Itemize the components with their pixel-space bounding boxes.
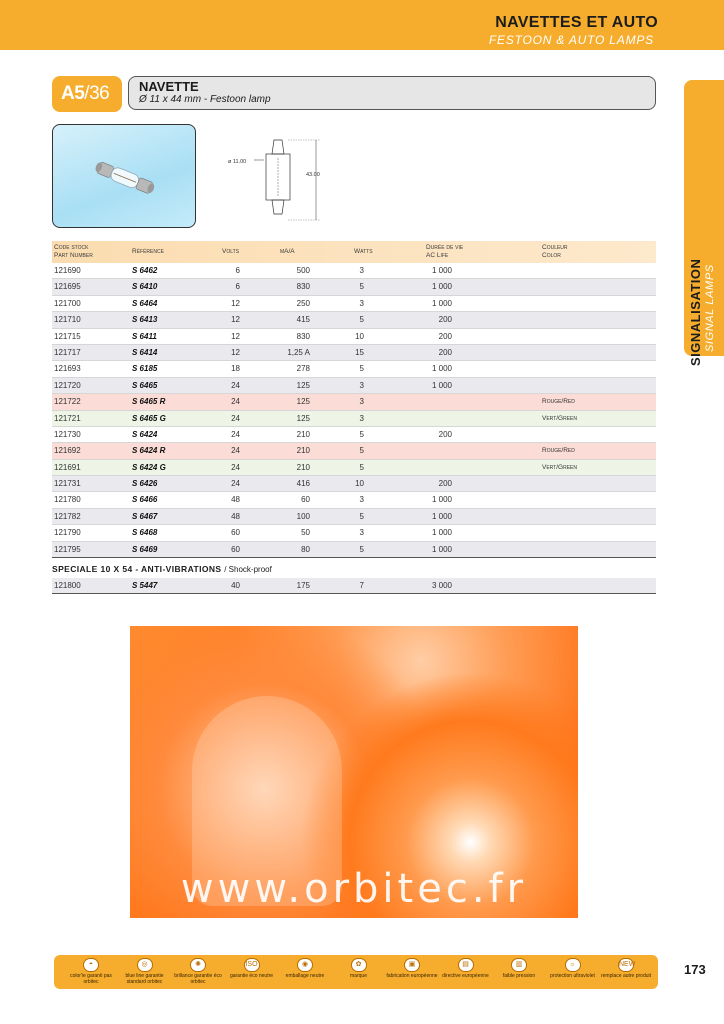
legend-label: emballage neutre [285,973,325,979]
special-subtitle: / Shock-proof [224,565,272,575]
legend-item [544,955,602,989]
legend-icon: ▣ [404,958,420,972]
cell-v: 12 [231,315,240,325]
cell-ref: S 6424 [132,429,158,439]
cell-w: 5 [359,315,364,325]
cell-v: 24 [231,413,240,423]
cell-life: 200 [438,315,452,325]
legend-item [330,955,388,989]
legend-item [276,955,334,989]
cell-code: 121717 [54,347,81,357]
cell-life: 200 [438,347,452,357]
legend-item [490,955,548,989]
legend-item [116,955,174,989]
th-watts: Watts [354,248,373,255]
cell-v: 60 [231,544,240,554]
footer-legend [54,955,658,989]
table-row [52,411,656,427]
cell-ref: S 6413 [132,315,158,325]
cell-ref: S 6414 [132,347,158,357]
cell-code: 121695 [54,282,81,292]
cell-color: Rouge/Red [542,447,575,455]
cell-ref: S 6466 [132,495,158,505]
cell-ref: S 6469 [132,544,158,554]
dim-length: 43.00 [306,172,320,178]
table-row [52,578,656,594]
cell-life: 1 000 [431,266,452,275]
cell-life: 1 000 [431,511,452,521]
th-code-en: Part Number [54,252,93,259]
cell-v: 12 [231,298,240,308]
product-desc: Ø 11 x 44 mm - Festoon lamp [139,94,271,105]
dimension-drawing [226,136,336,232]
cell-code: 121710 [54,315,81,325]
cell-v: 24 [231,479,240,489]
section-tab [684,80,724,366]
cell-code: 121692 [54,446,81,456]
th-life-fr: Durée de vie [426,244,464,251]
th-life-en: AC Life [426,252,449,259]
cell-ma: 830 [296,282,310,292]
cell-ref: S 6465 G [132,413,166,423]
cell-code: 121715 [54,331,81,341]
table-row [52,460,656,476]
legend-icon: NEW [618,958,634,972]
cell-v: 60 [231,528,240,538]
cell-code: 121800 [54,581,81,591]
product-name: NAVETTE [139,79,199,94]
table-row [52,427,656,443]
cell-w: 5 [359,511,364,521]
cell-code: 121782 [54,511,81,521]
legend-label: protection ultraviolet [550,973,595,979]
th-ma: mA/A [280,248,295,255]
cell-ref: S 5447 [132,581,158,591]
legend-label: marque [350,973,367,979]
cell-w: 5 [359,462,364,472]
cell-ma: 278 [296,364,310,374]
cell-ma: 1,25 A [287,347,310,357]
legend-label: brillance garantie éco orbitec [174,973,222,985]
cell-w: 15 [355,347,364,357]
th-volts: Volts [222,248,240,255]
cell-ref: S 6185 [132,364,158,374]
cell-w: 3 [359,298,364,308]
header-title: NAVETTES ET AUTO [495,14,658,31]
cell-ma: 175 [296,581,310,591]
cell-ref: S 6465 R [132,397,166,407]
cell-ref: S 6424 G [132,462,166,472]
cell-v: 48 [231,495,240,505]
cell-ma: 210 [296,462,310,472]
page-number: 173 [684,962,706,977]
table-row [52,361,656,377]
cell-ma: 500 [296,266,310,275]
th-life [426,244,463,260]
cell-v: 18 [231,364,240,374]
table-row [52,525,656,541]
table-row [52,394,656,410]
cell-ma: 830 [296,331,310,341]
legend-item [223,955,281,989]
legend-label: directive européenne [442,973,489,979]
special-table-body [52,578,656,594]
cell-v: 12 [231,331,240,341]
table-row [52,492,656,508]
cell-w: 5 [359,446,364,456]
cell-w: 3 [359,413,364,423]
cell-code: 121690 [54,266,81,275]
product-table [52,241,656,594]
legend-icon: ◓ [83,958,99,972]
cell-w: 5 [359,544,364,554]
table-row [52,345,656,361]
cell-v: 48 [231,511,240,521]
legend-icon: ISO [244,958,260,972]
cell-life: 1 000 [431,544,452,554]
product-title-box [128,76,656,110]
table-row [52,509,656,525]
cell-v: 40 [231,581,240,591]
cell-w: 7 [359,581,364,591]
legend-label: color'ie garanti pas orbitec [70,973,112,985]
cell-code: 121795 [54,544,81,554]
cell-ref: S 6424 R [132,446,166,456]
cell-code: 121720 [54,380,81,390]
legend-icon: ✺ [190,958,206,972]
cell-life: 1 000 [431,495,452,505]
cell-ma: 80 [301,544,310,554]
cell-ma: 250 [296,298,310,308]
cell-life: 1 000 [431,528,452,538]
table-body [52,263,656,558]
table-row [52,476,656,492]
cell-ref: S 6464 [132,298,158,308]
th-color-en: Color [542,252,561,259]
cell-v: 12 [231,347,240,357]
cell-ma: 125 [296,380,310,390]
cell-code: 121731 [54,479,81,489]
legend-icon: ◎ [137,958,153,972]
cell-ref: S 6411 [132,331,157,341]
cell-life: 200 [438,429,452,439]
cell-v: 24 [231,380,240,390]
legend-item [62,955,120,989]
cell-ma: 60 [301,495,310,505]
cell-ma: 100 [296,511,310,521]
legend-icon: ✿ [351,958,367,972]
cell-life: 1 000 [431,380,452,390]
product-code-badge [52,76,122,112]
cell-v: 24 [231,397,240,407]
cell-v: 6 [235,282,240,292]
cell-life: 200 [438,331,452,341]
cell-ma: 415 [296,315,310,325]
cell-code: 121730 [54,429,81,439]
dim-diameter: ø 11.00 [228,159,247,165]
cell-code: 121790 [54,528,81,538]
table-row [52,329,656,345]
code-sep: /36 [84,83,110,104]
header-subtitle: FESTOON & AUTO LAMPS [488,33,654,47]
legend-icon: ▥ [511,958,527,972]
cell-v: 6 [235,266,240,275]
cell-ma: 210 [296,429,310,439]
cell-code: 121691 [54,462,81,472]
legend-icon: ▤ [458,958,474,972]
cell-ref: S 6465 [132,380,158,390]
table-header [52,241,656,263]
table-row [52,378,656,394]
cell-code: 121700 [54,298,81,308]
cell-w: 3 [359,397,364,407]
cell-color: Rouge/Red [542,398,575,406]
cell-life: 200 [438,479,452,489]
cell-w: 3 [359,380,364,390]
code-main: A5 [61,83,85,104]
website-url: www.orbitec.fr [180,866,528,912]
cell-ref: S 6468 [132,528,158,538]
table-row [52,312,656,328]
th-color-fr: Couleur [542,244,568,251]
legend-icon: ☼ [565,958,581,972]
legend-icon: ◉ [297,958,313,972]
th-ref: Référence [132,248,164,255]
cell-w: 5 [359,364,364,374]
legend-item [169,955,227,989]
cell-ma: 125 [296,397,310,407]
cell-w: 3 [359,266,364,275]
section-tab-subtitle: SIGNAL LAMPS [704,264,716,352]
cell-ma: 125 [296,413,310,423]
legend-label: faible pression [502,973,536,979]
special-title: SPECIALE 10 X 54 - ANTI-VIBRATIONS [52,564,222,575]
table-row [52,443,656,459]
section-tab-title: SIGNALISATION [688,258,703,366]
cell-ref: S 6410 [132,282,158,292]
legend-item [597,955,655,989]
cell-w: 5 [359,282,364,292]
cell-code: 121693 [54,364,81,374]
cell-code: 121780 [54,495,81,505]
cell-ma: 210 [296,446,310,456]
th-code [54,244,93,260]
legend-label: fabrication européenne [386,973,438,979]
cell-w: 3 [359,528,364,538]
festoon-lamp-image [53,125,195,227]
page-header [0,0,724,50]
cell-life: 1 000 [431,298,452,308]
table-row [52,263,656,279]
cell-ref: S 6426 [132,479,158,489]
legend-label: blue line garantie standard orbitec [125,973,164,985]
cell-life: 1 000 [431,282,452,292]
orbitec-banner [130,626,578,918]
special-heading [52,560,656,578]
lamp-photo [52,124,196,228]
table-row [52,279,656,295]
legend-label: remplace autre produit [600,973,652,979]
cell-code: 121722 [54,397,81,407]
cell-ref: S 6462 [132,266,158,275]
cell-ref: S 6467 [132,511,158,521]
cell-code: 121721 [54,413,81,423]
table-row [52,296,656,312]
cell-life: 3 000 [431,581,452,591]
cell-w: 3 [359,495,364,505]
cell-w: 10 [355,479,364,489]
table-row [52,542,656,558]
cell-ma: 50 [301,528,310,538]
cell-color: Vert/Green [542,414,577,422]
legend-item [437,955,495,989]
cell-w: 5 [359,429,364,439]
cell-v: 24 [231,429,240,439]
th-code-fr: Code stock [54,244,89,251]
legend-label: garantie éco neutre [229,973,274,979]
legend-item [383,955,441,989]
cell-life: 1 000 [431,364,452,374]
cell-ma: 416 [296,479,310,489]
th-color [542,244,568,260]
cell-w: 10 [355,331,364,341]
cell-color: Vert/Green [542,463,577,471]
cell-v: 24 [231,462,240,472]
cell-v: 24 [231,446,240,456]
